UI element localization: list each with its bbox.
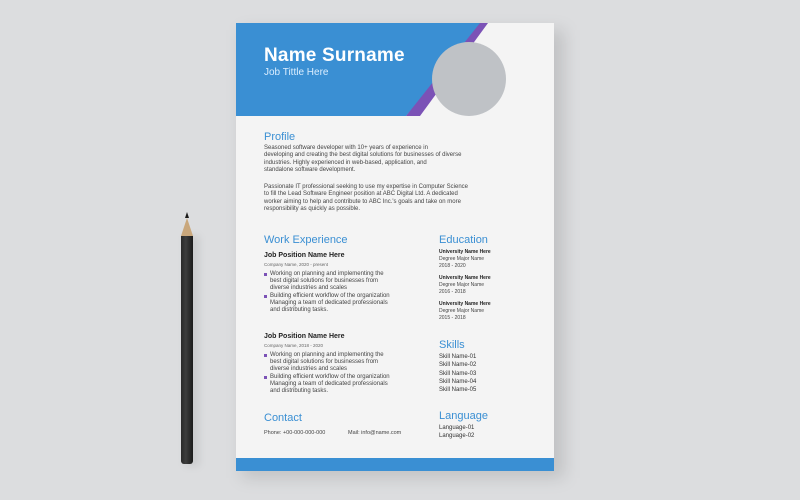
contact-heading: Contact bbox=[264, 412, 302, 424]
bullet-line: Working on planning and implementing the bbox=[270, 352, 384, 358]
list-item bbox=[264, 352, 390, 374]
bullet-line: and distributing tasks. bbox=[270, 388, 329, 395]
resume-footer-bar bbox=[236, 458, 554, 471]
education-heading: Education bbox=[439, 234, 488, 246]
bullet-line: best digital solutions for businesses from bbox=[270, 359, 379, 366]
education-2-university: University Name Here bbox=[439, 275, 491, 281]
list-item bbox=[264, 293, 390, 315]
bullet-line: and distributing tasks. bbox=[270, 307, 329, 314]
language-item: Language-02 bbox=[439, 433, 475, 440]
skill-item: Skill Name-02 bbox=[439, 362, 477, 369]
resume-job-title: Job Tittle Here bbox=[264, 67, 329, 78]
education-2-years: 2016 - 2018 bbox=[439, 289, 466, 295]
skill-item: Skill Name-04 bbox=[439, 378, 477, 385]
bullet-line: diverse industries and scales bbox=[270, 285, 348, 292]
skill-item: Skill Name-05 bbox=[439, 387, 477, 394]
bullet-line: Managing a team of dedicated professionals bbox=[270, 299, 388, 306]
job-2-meta: Company Name, 2018 - 2020 bbox=[264, 343, 324, 348]
job-2-bullets bbox=[264, 352, 390, 395]
education-3-years: 2015 - 2018 bbox=[439, 315, 466, 321]
skills-heading: Skills bbox=[439, 339, 465, 351]
profile-line: Seasoned software developer with 10+ years of experience in bbox=[264, 145, 428, 151]
education-1-years: 2018 - 2020 bbox=[439, 263, 466, 269]
profile-line: industries. Highly experienced in web-based, application, and bbox=[264, 159, 427, 166]
profile-line: standalone software development. bbox=[264, 167, 356, 174]
language-item: Language-01 bbox=[439, 425, 475, 431]
education-1-university: University Name Here bbox=[439, 249, 491, 255]
profile-heading: Profile bbox=[264, 131, 296, 143]
profile-paragraph-2 bbox=[264, 184, 468, 214]
list-item bbox=[264, 271, 390, 293]
job-1-meta: Company Name, 2020 - present bbox=[264, 262, 329, 267]
language-heading: Language bbox=[439, 410, 488, 422]
profile-line: responsibility as quickly as possible. bbox=[264, 206, 361, 213]
bullet-line: Managing a team of dedicated professionals bbox=[270, 380, 388, 387]
resume-header bbox=[236, 23, 554, 116]
skill-item: Skill Name-01 bbox=[439, 354, 477, 360]
bullet-line: Building efficient workflow of the organization bbox=[270, 373, 390, 380]
bullet-line: best digital solutions for businesses from bbox=[270, 278, 379, 285]
profile-line: developing and creating the best digital solutions for businesses of diverse bbox=[264, 152, 462, 159]
language-list bbox=[439, 424, 474, 441]
skill-item: Skill Name-03 bbox=[439, 370, 477, 377]
job-1-title: Job Position Name Here bbox=[264, 252, 345, 259]
job-2-title: Job Position Name Here bbox=[264, 333, 345, 340]
bullet-line: Working on planning and implementing the bbox=[270, 271, 384, 277]
pencil-tip bbox=[181, 218, 193, 236]
pencil-image bbox=[181, 212, 193, 464]
profile-line: to fill the Lead Software Engineer position at ABC Digital Ltd. A dedicated bbox=[264, 191, 458, 198]
skills-list bbox=[439, 353, 476, 394]
education-3-degree: Degree Major Name bbox=[439, 308, 485, 314]
bullet-line: diverse industries and scales bbox=[270, 366, 348, 373]
profile-paragraph-1 bbox=[264, 145, 461, 175]
profile-line: Passionate IT professional seeking to use my expertise in Computer Science bbox=[264, 184, 468, 190]
education-2-degree: Degree Major Name bbox=[439, 282, 485, 288]
contact-phone: Phone: +00-000-000-000 bbox=[264, 430, 326, 436]
job-1-bullets bbox=[264, 271, 390, 314]
pencil-lead bbox=[185, 212, 189, 218]
education-3-university: University Name Here bbox=[439, 301, 491, 307]
profile-line: worker aiming to help and contribute to ABC Inc.'s goals and take on more bbox=[264, 198, 461, 205]
resume-name: Name Surname bbox=[264, 45, 405, 66]
list-item bbox=[264, 374, 390, 396]
profile-photo-placeholder bbox=[432, 42, 506, 116]
education-1-degree: Degree Major Name bbox=[439, 256, 485, 262]
resume-sheet bbox=[236, 23, 554, 471]
bullet-line: Building efficient workflow of the organization bbox=[270, 292, 390, 299]
work-experience-heading: Work Experience bbox=[264, 234, 348, 246]
contact-mail: Mail: info@name.com bbox=[348, 430, 402, 436]
pencil-body bbox=[181, 236, 193, 464]
